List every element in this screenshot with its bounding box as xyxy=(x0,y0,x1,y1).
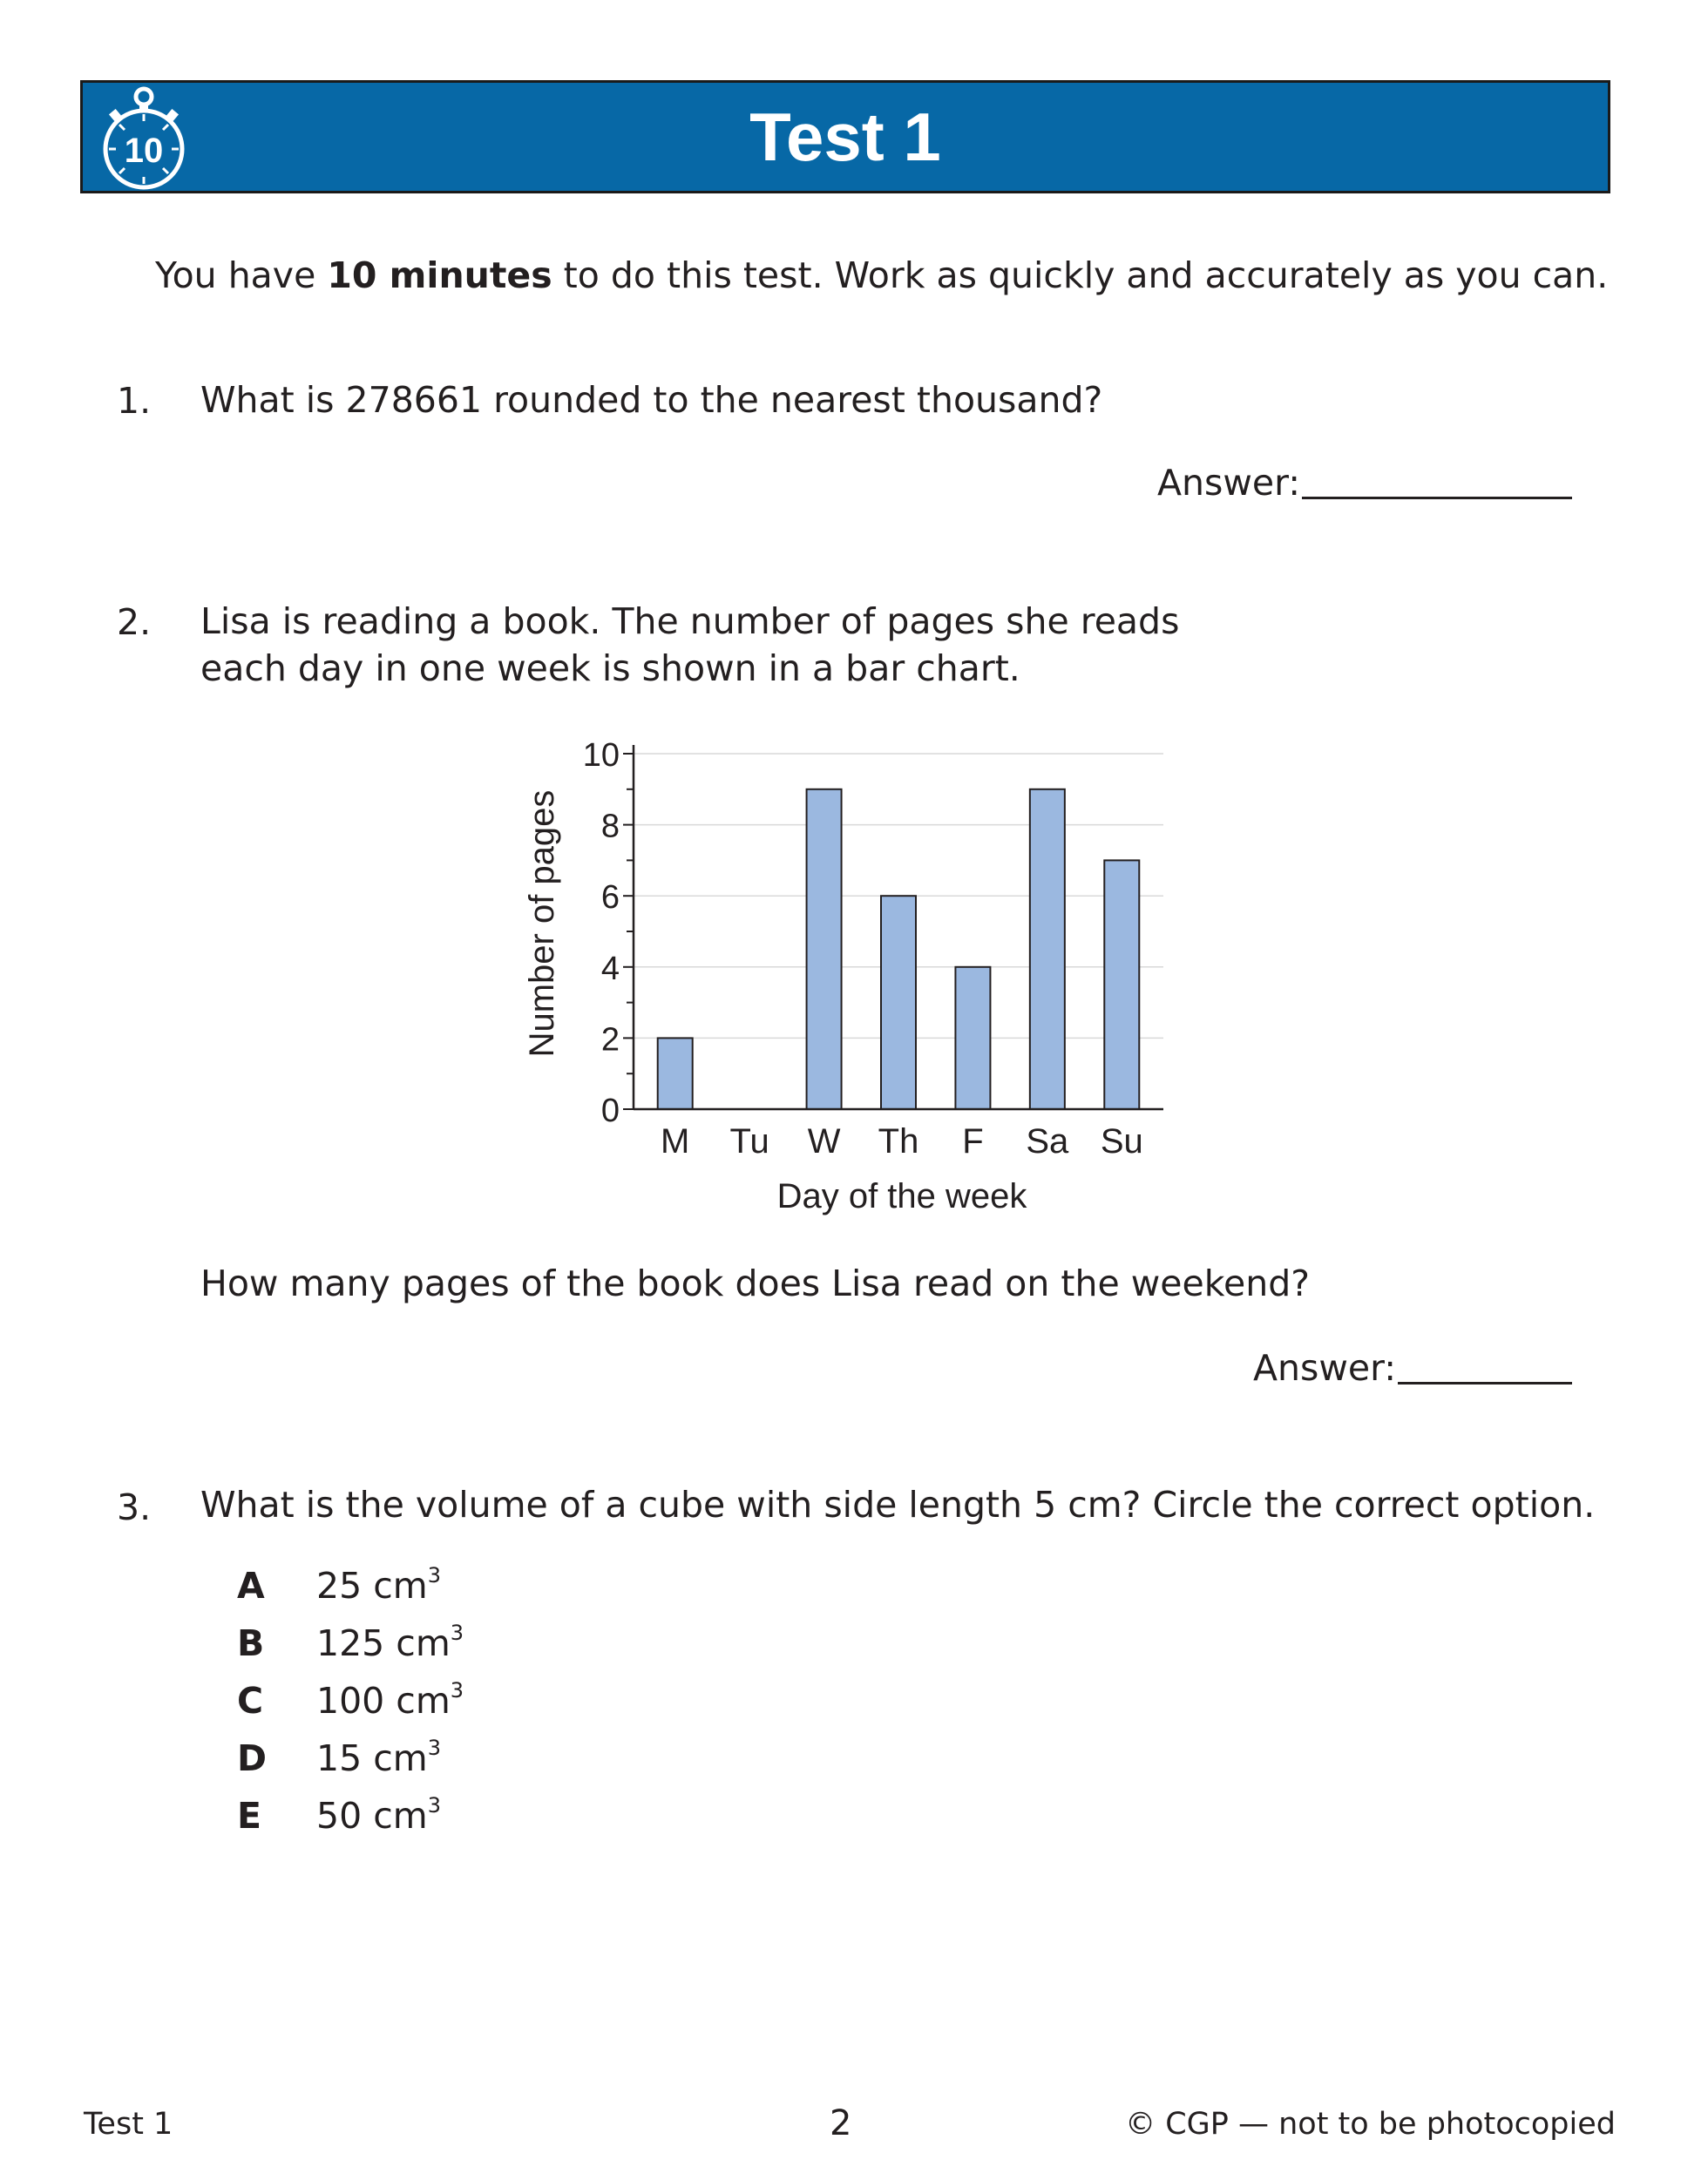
y-tick-label: 6 xyxy=(600,879,620,917)
page-number: 2 xyxy=(830,2103,852,2143)
x-axis-label: Day of the week xyxy=(776,1177,1027,1215)
y-tick-label: 0 xyxy=(600,1093,620,1129)
x-tick-label: Tu xyxy=(729,1122,769,1161)
y-tick-label: 2 xyxy=(600,1021,620,1059)
option-d-value[interactable]: 15 $cm^3$ xyxy=(316,1736,441,1779)
question-2-answer-label: Answer: xyxy=(1253,1347,1397,1389)
instructions xyxy=(155,254,1608,296)
question-1-answer-field[interactable] xyxy=(1302,497,1572,499)
page-title: Test 1 xyxy=(749,98,941,175)
y-tick-label: 4 xyxy=(600,950,620,987)
x-tick-label: Su xyxy=(1100,1122,1143,1161)
x-tick-label: M xyxy=(661,1122,690,1161)
instructions-time-limit: 10 minutes xyxy=(327,254,552,296)
y-axis-label: Number of pages xyxy=(523,789,561,1058)
x-tick-label: W xyxy=(807,1122,841,1161)
option-a-letter[interactable]: A xyxy=(237,1565,265,1607)
bar-th xyxy=(881,896,916,1109)
option-c-letter[interactable]: C xyxy=(237,1680,264,1722)
option-b-value[interactable]: 125 $cm^3$ xyxy=(316,1621,464,1664)
option-e-letter[interactable]: E xyxy=(237,1795,262,1837)
option-e-value[interactable]: 50 $cm^3$ xyxy=(316,1793,441,1837)
pages-bar-chart xyxy=(510,728,1172,1233)
instructions-end: to do this test. Work as quickly and accurately as you can. xyxy=(552,254,1609,296)
x-tick-label: Sa xyxy=(1026,1122,1069,1161)
question-2-text-line-1: Lisa is reading a book. The number of pages she reads xyxy=(200,600,1180,642)
bar-sa xyxy=(1030,789,1065,1109)
bar-w xyxy=(807,789,842,1109)
question-2-number: 2. xyxy=(117,601,152,643)
question-2-answer-field[interactable] xyxy=(1398,1382,1572,1385)
question-2-question: How many pages of the book does Lisa read on the weekend? xyxy=(200,1263,1310,1304)
x-tick-label: F xyxy=(962,1122,984,1161)
y-tick-label: 8 xyxy=(600,808,620,845)
footer-copyright: © CGP — not to be photocopied xyxy=(1125,2107,1616,2142)
question-1-number: 1. xyxy=(117,380,152,422)
footer-test-name: Test 1 xyxy=(84,2107,173,2142)
option-c-value[interactable]: 100 $cm^3$ xyxy=(316,1678,464,1722)
question-3-number: 3. xyxy=(117,1486,152,1528)
question-3-text: What is the volume of a cube with side length 5 cm? Circle the correct option. xyxy=(200,1484,1596,1526)
x-tick-label: Th xyxy=(878,1122,919,1161)
question-1-answer-label: Answer: xyxy=(1157,462,1301,504)
bar-m xyxy=(658,1038,693,1109)
question-2-text-line-2: each day in one week is shown in a bar chart. xyxy=(200,647,1020,689)
option-a-value[interactable]: 25 $cm^3$ xyxy=(316,1563,441,1607)
instructions-start: You have xyxy=(155,254,328,296)
question-1-text: What is 278661 rounded to the nearest thousand? xyxy=(200,379,1103,421)
option-d-letter[interactable]: D xyxy=(237,1737,268,1779)
y-tick-label: 10 xyxy=(582,737,620,774)
option-b-letter[interactable]: B xyxy=(237,1622,265,1664)
bar-f xyxy=(955,967,990,1109)
test-header-bar xyxy=(80,80,1610,193)
bar-su xyxy=(1104,860,1139,1109)
timer-minutes: 10 xyxy=(124,132,164,170)
